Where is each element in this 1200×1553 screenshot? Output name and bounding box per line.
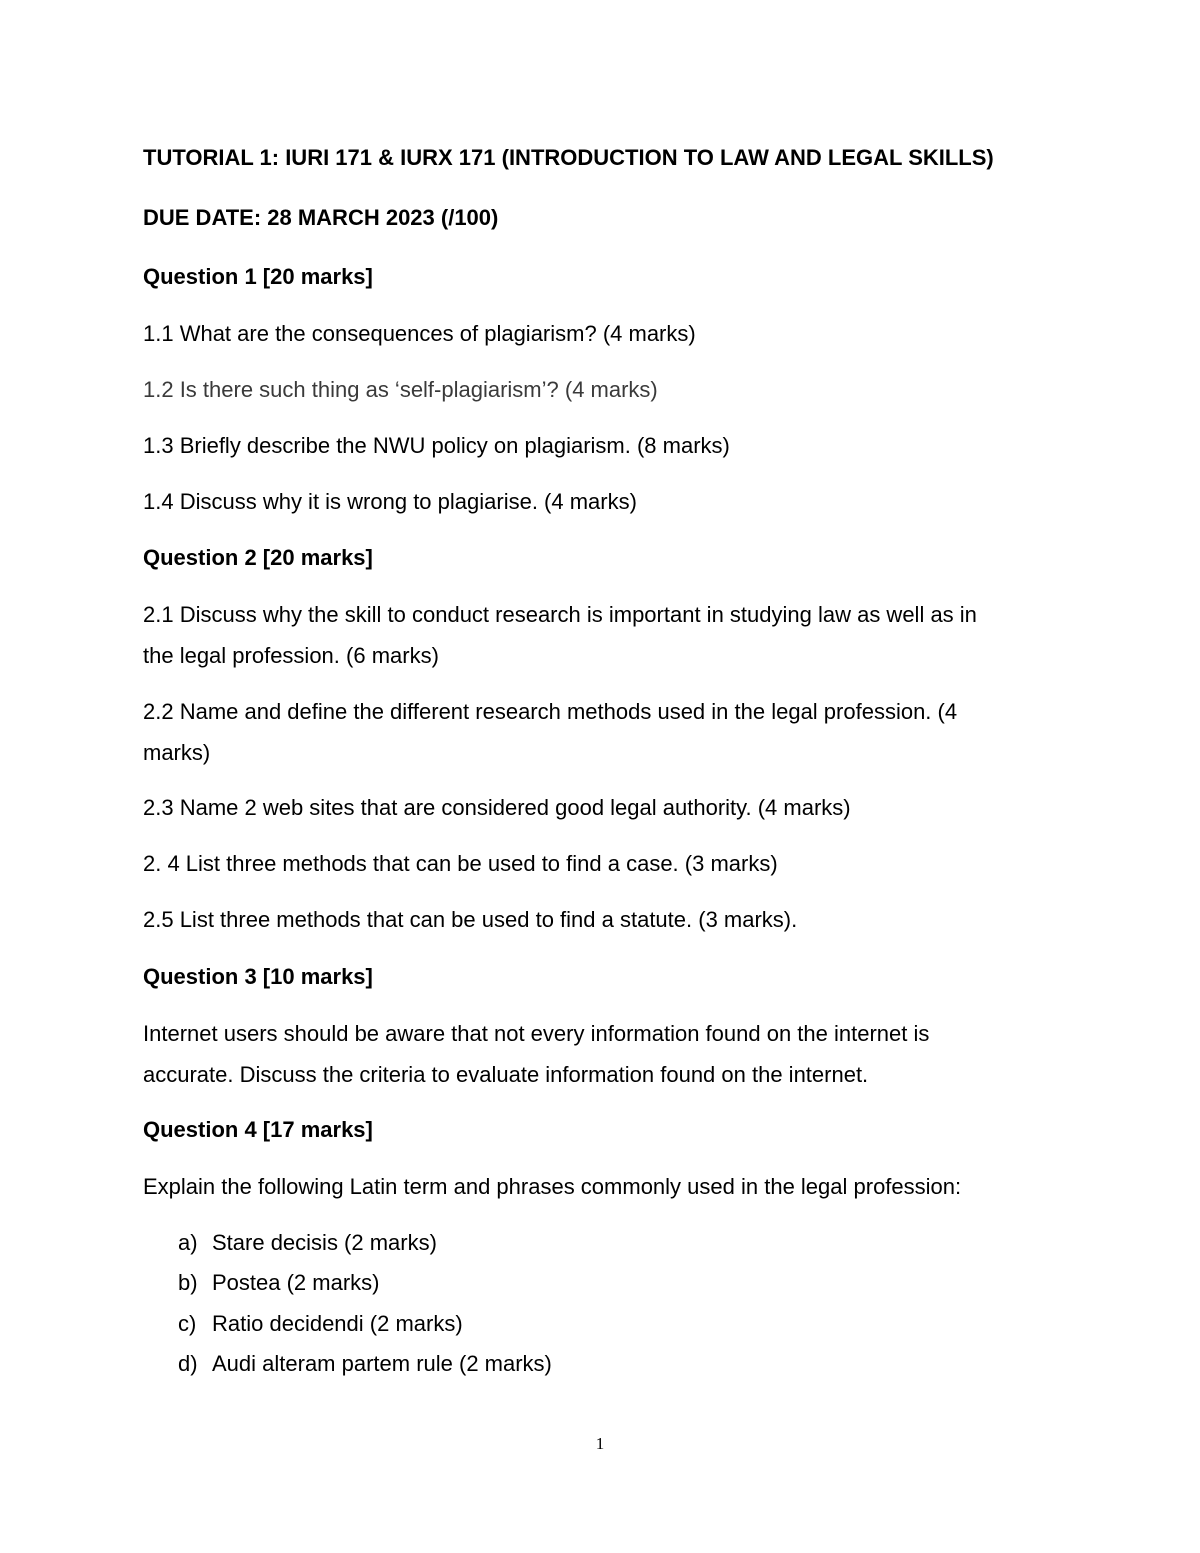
question-2-2-line2: marks) <box>143 740 211 765</box>
list-item <box>178 1351 552 1377</box>
list-item-text: Postea (2 marks) <box>212 1270 380 1295</box>
list-item-label: a) <box>178 1230 198 1255</box>
question-2-1-line1: 2.1 Discuss why the skill to conduct research is important in studying law as well as in <box>143 602 977 627</box>
due-date: DUE DATE: 28 MARCH 2023 (/100) <box>143 205 499 230</box>
question-3-line2: accurate. Discuss the criteria to evaluate information found on the internet. <box>143 1062 869 1087</box>
question-2-2-line1: 2.2 Name and define the different research methods used in the legal profession. (4 <box>143 699 958 724</box>
question-1-3: 1.3 Briefly describe the NWU policy on plagiarism. (8 marks) <box>143 433 730 458</box>
list-item-label: c) <box>178 1311 197 1336</box>
list-item <box>178 1230 437 1256</box>
question-2-3: 2.3 Name 2 web sites that are considered good legal authority. (4 marks) <box>143 795 851 820</box>
list-item-text: Audi alteram partem rule (2 marks) <box>212 1351 552 1376</box>
list-item-label: d) <box>178 1351 198 1376</box>
question-1-heading: Question 1 [20 marks] <box>143 264 373 289</box>
page-number: 1 <box>595 1434 605 1453</box>
question-4-heading: Question 4 [17 marks] <box>143 1117 373 1142</box>
list-item-label: b) <box>178 1270 198 1295</box>
document-title: TUTORIAL 1: IURI 171 & IURX 171 (INTRODUCTION TO LAW AND LEGAL SKILLS) <box>143 145 994 170</box>
question-1-1: 1.1 What are the consequences of plagiarism? (4 marks) <box>143 321 696 346</box>
list-item-text: Stare decisis (2 marks) <box>212 1230 437 1255</box>
question-2-1-line2: the legal profession. (6 marks) <box>143 643 439 668</box>
question-2-5: 2.5 List three methods that can be used to find a statute. (3 marks). <box>143 907 798 932</box>
question-2-heading: Question 2 [20 marks] <box>143 545 373 570</box>
question-1-2: 1.2 Is there such thing as ‘self-plagiarism’? (4 marks) <box>143 377 658 402</box>
question-2-4: 2. 4 List three methods that can be used to find a case. (3 marks) <box>143 851 778 876</box>
list-item <box>178 1311 463 1337</box>
question-3-line1: Internet users should be aware that not every information found on the internet is <box>143 1021 930 1046</box>
list-item <box>178 1270 380 1296</box>
question-1-4: 1.4 Discuss why it is wrong to plagiarise. (4 marks) <box>143 489 637 514</box>
list-item-text: Ratio decidendi (2 marks) <box>212 1311 463 1336</box>
question-4-intro: Explain the following Latin term and phrases commonly used in the legal profession: <box>143 1174 962 1199</box>
question-3-heading: Question 3 [10 marks] <box>143 964 373 989</box>
